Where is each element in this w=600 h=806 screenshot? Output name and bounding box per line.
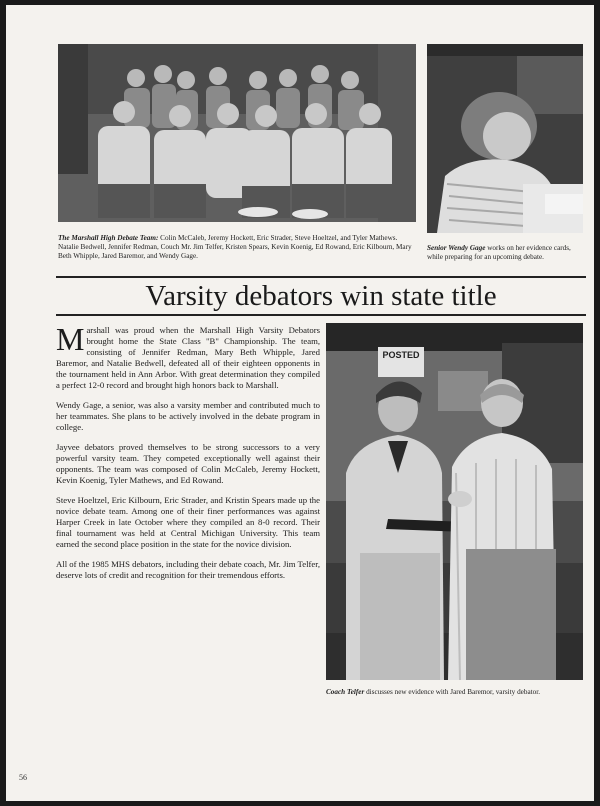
article-paragraph-4: Steve Hoeltzel, Eric Kilbourn, Eric Strader, and Kristin Spears made up the novice debate team. Among one of their finer performances was against Harper Creek in late October where they compiled an 8-0 record. Their final tournament was held at Central Michigan University. This team earned the second place position in the state for the novice division. (56, 495, 320, 549)
article-paragraph-2: Wendy Gage, a senior, was also a varsity member and contributed much to her teammates. She plans to be actively involved in the debate program in college. (56, 399, 320, 432)
senior-caption-text: works on her evidence cards, while preparing for an upcoming debate. (427, 244, 571, 261)
posted-sign-text: POSTED (382, 350, 420, 360)
coach-photo-caption (326, 688, 588, 697)
page-number: 56 (19, 773, 27, 782)
coach-caption-text: discusses new evidence with Jared Baremor, varsity debator. (364, 688, 541, 696)
senior-photo-image (427, 44, 583, 233)
coach-photo (326, 323, 583, 680)
team-caption-text: Colin McCaleb, Jeremy Hockett, Eric Strader, Steve Hoeltzel, and Tyler Mathews. Natalie Bedwell, Jennifer Redman, Couch Mr. Jim Telfer, Kristen Spears, Kevin Koenig, Ed Rowand, Eric Kilbourn, Mary Beth Whipple, Jared Baremor, and Wendy Gage. (58, 234, 412, 260)
team-caption-lead: The Marshall High Debate Team: (58, 234, 159, 242)
article-paragraph-3: Jayvee debators proved themselves to be strong successors to a very powerful varsity team. They competed exceptionally well against their opponents. The team was composed of Colin McCaleb, Jeremy Hockett, Kevin Koenig, Tyler Mathews, and Ed Rowand. (56, 442, 320, 485)
team-photo-image (58, 44, 416, 222)
team-photo-caption (58, 234, 416, 261)
article-paragraph-1-text: arshall was proud when the Marshall High Varsity Debators brought home the State Class "B" Championship. The team, consisting of Jennifer Redman, Mary Beth Whipple, Jared Baremor, and Natalie Bedwell, defeated all of their eighteen opponents in the tournament held in Ann Arbor. With great determination they compiled a perfect 12-0 record and brought high honors back to Marshall. (56, 325, 320, 390)
yearbook-page (6, 5, 594, 801)
senior-photo-caption (427, 244, 583, 262)
article-paragraph-5: All of the 1985 MHS debators, including their debate coach, Mr. Jim Telfer, deserve lots of credit and recognition for their tremendous efforts. (56, 559, 320, 581)
article-headline: Varsity debators win state title (56, 276, 586, 316)
senior-caption-lead: Senior Wendy Gage (427, 244, 486, 252)
coach-photo-image (326, 323, 583, 680)
article-body (56, 321, 320, 591)
coach-caption-lead: Coach Telfer (326, 688, 365, 696)
drop-cap: M (56, 321, 85, 357)
article-paragraph-1 (56, 321, 320, 390)
team-photo (58, 44, 416, 222)
senior-photo (427, 44, 583, 233)
